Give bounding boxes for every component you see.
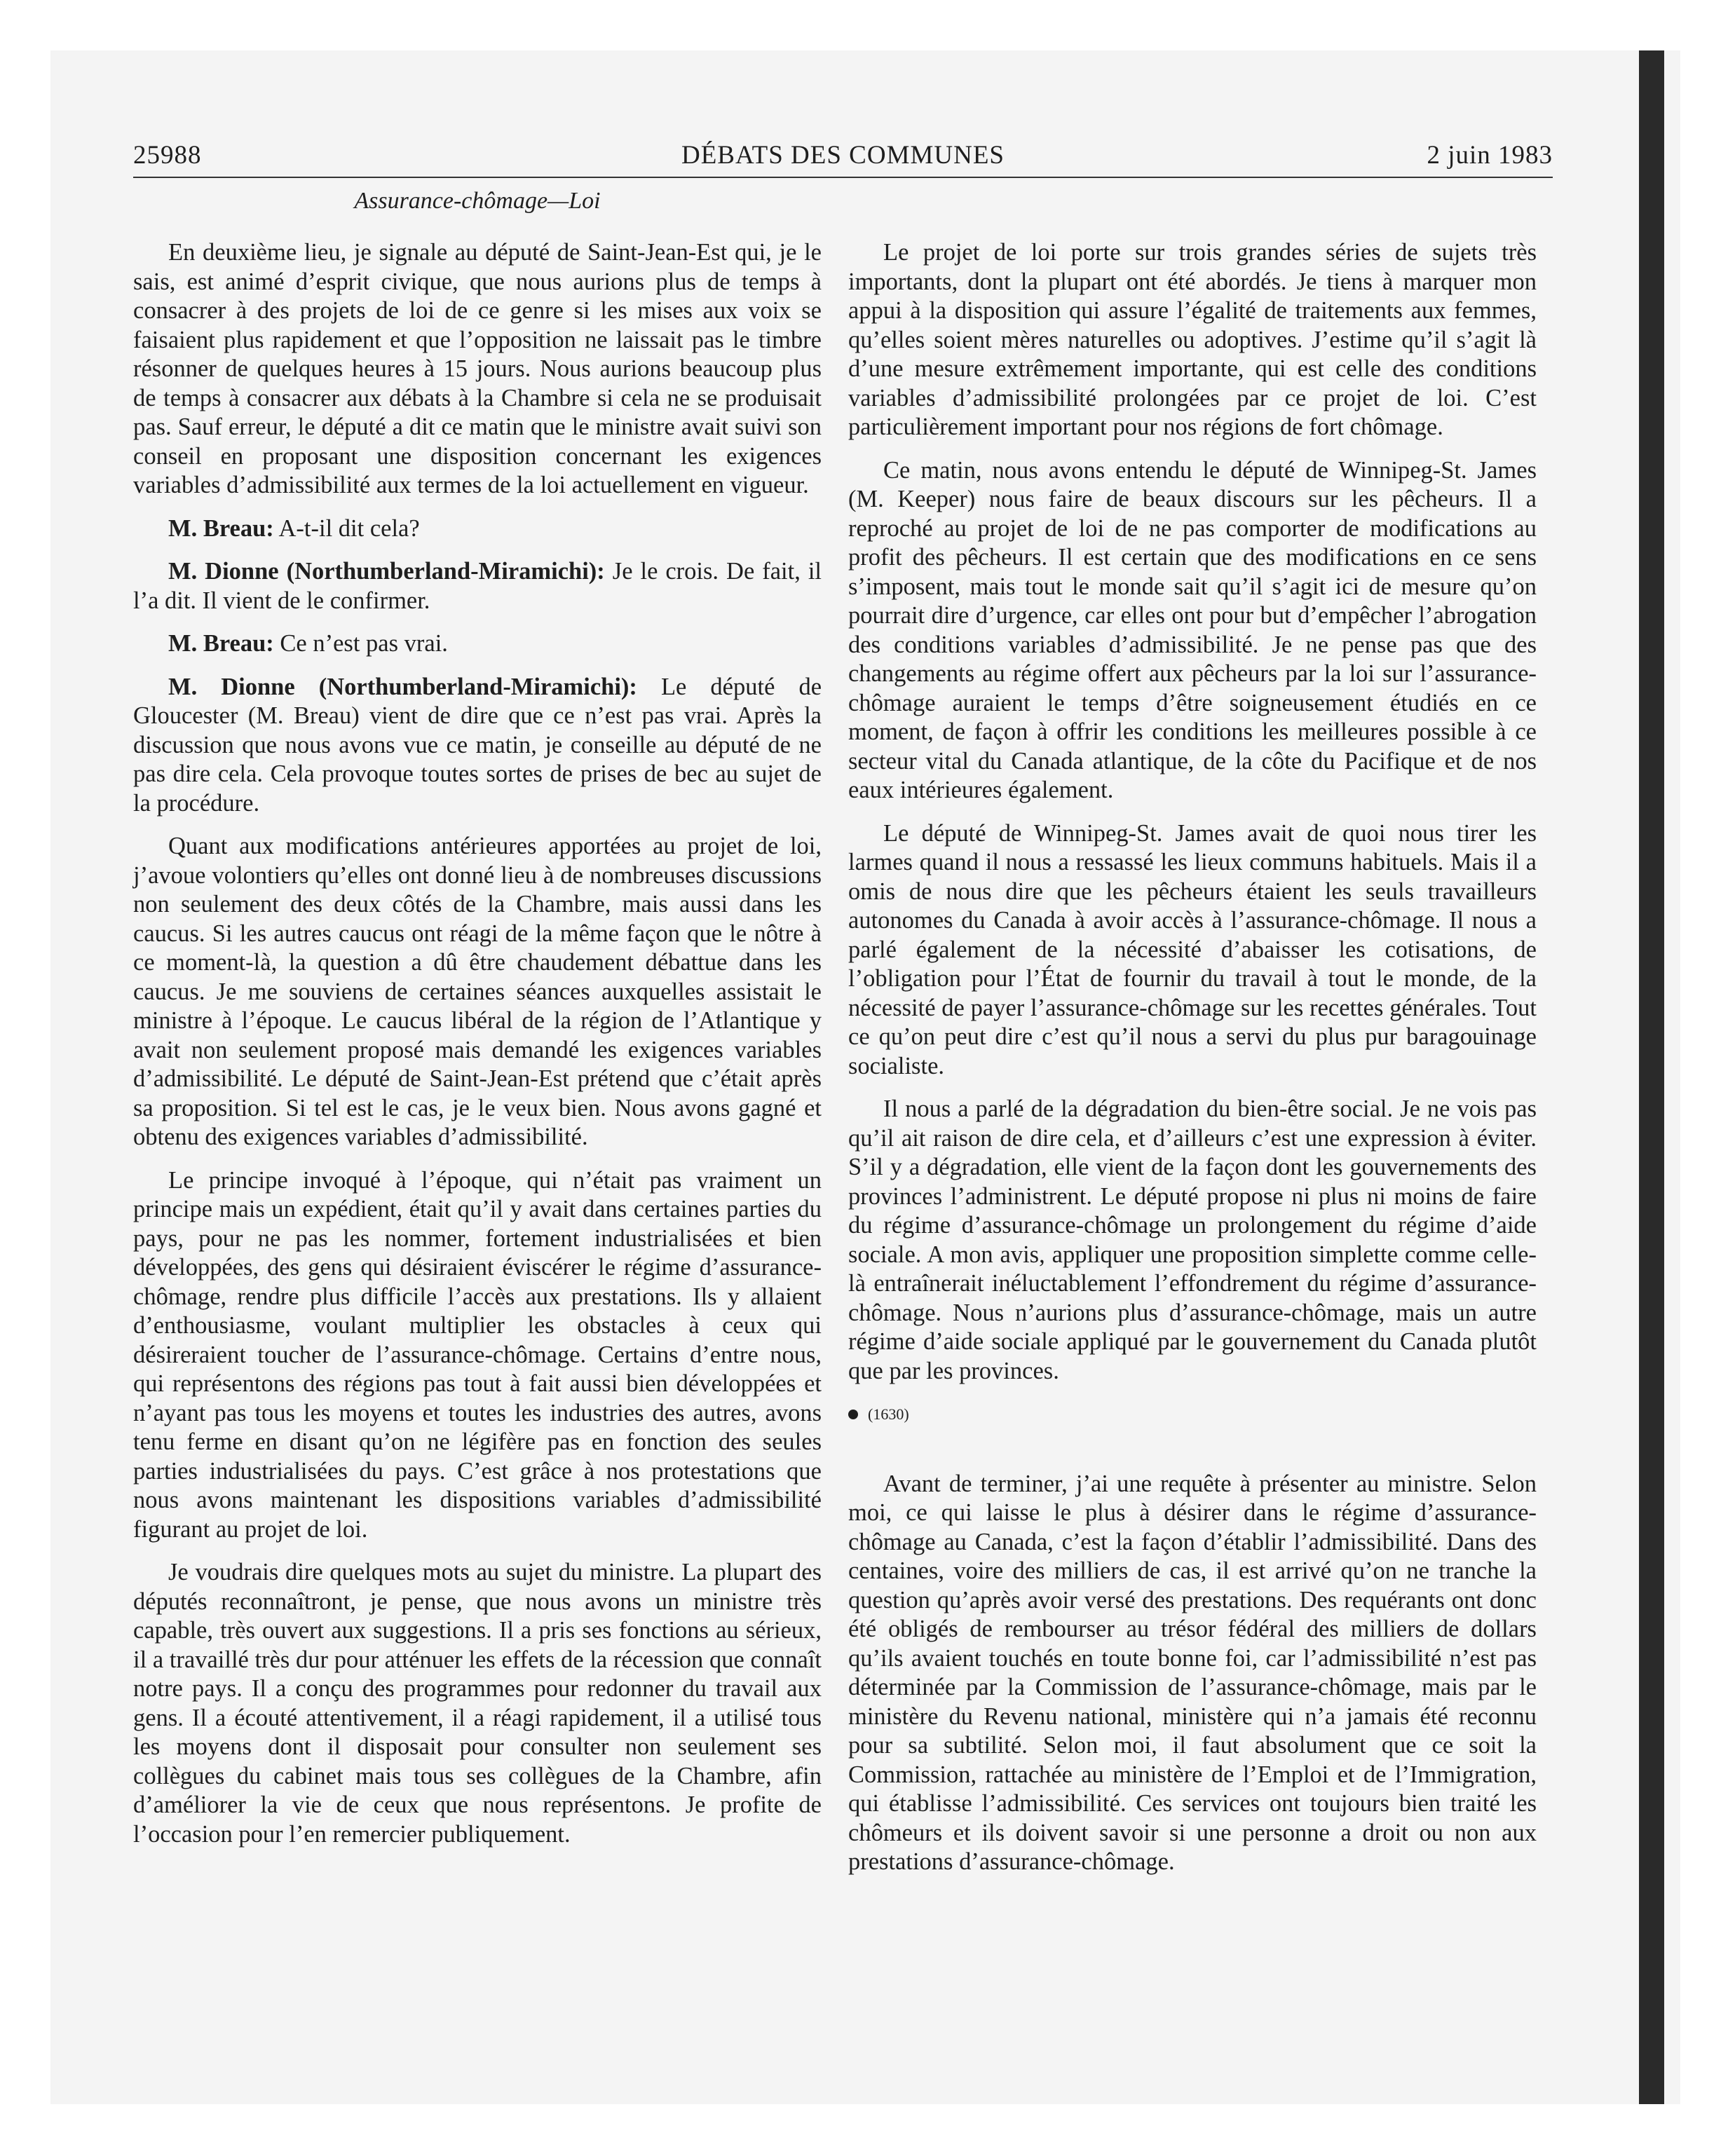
- speaker-name: M. Breau:: [168, 630, 274, 657]
- section-subheading: Assurance-chômage—Loi: [354, 188, 601, 214]
- paragraph-text: Le principe invoqué à l’époque, qui n’était pas vraiment un principe mais un expédient, était qu’il y avait dans certaines parties du pays, pour ne pas les nommer, fortement industrialisées et bien développées, des gens qui désiraient éviscérer le régime d’assurance-chômage, rendre plus difficile l’accès aux prestations. Ils y allaient d’enthousiasme, voulant multiplier les obstacles à ceux qui désireraient toucher de l’assurance-chômage. Certains d’entre nous, qui représentons des régions pas tout à fait aussi bien développées et n’ayant pas tous les moyens et toutes les industries des autres, avons tenu ferme en disant qu’on ne légifère pas en fonction des seules parties industrialisées du pays. C’est grâce à nos protestations que nous avons maintenant les dispositions variables d’admissibilité figurant au projet de loi.: [133, 1166, 822, 1543]
- speaker-name: M. Dionne (Northumberland-Miramichi):: [168, 673, 637, 700]
- paragraph: [848, 1095, 1537, 1386]
- page-number: 25988: [133, 141, 202, 170]
- scan-edge-bar: [1639, 50, 1664, 2104]
- running-title: DÉBATS DES COMMUNES: [681, 141, 1005, 170]
- paragraph: [133, 1558, 822, 1849]
- speech-text: Le député de Gloucester (M. Breau) vient de dire que ce n’est pas vrai. Après la discussion que nous avons vue ce matin, je conseille au député de ne pas dire cela. Cela provoque toutes sortes de prises de bec au sujet de la procédure.: [133, 673, 822, 817]
- paragraph: [848, 819, 1537, 1082]
- bullet-dot-icon: [848, 1410, 858, 1419]
- paragraph: [848, 1470, 1537, 1877]
- paragraph: [133, 832, 822, 1152]
- paragraph: [133, 1166, 822, 1545]
- paragraph-text: Le projet de loi porte sur trois grandes séries de sujets très importants, dont la plupart ont été abordés. Je tiens à marquer mon appui à la disposition qui assure l’égalité de traitements aux femmes, qu’elles soient mères naturelles ou adoptives. J’estime qu’il s’agit là d’une mesure extrêmement importante, qui est celle des conditions variables d’admissibilité prolongées par ce projet de loi. C’est particulièrement important pour nos régions de fort chômage.: [848, 239, 1537, 440]
- paragraph-text: En deuxième lieu, je signale au député de Saint-Jean-Est qui, je le sais, est animé d’esprit civique, que nous aurions plus de temps à consacrer à des projets de loi de ce genre si les mises aux voix se faisaient plus rapidement et que l’opposition ne laissait pas le timbre résonner de quelques heures à 15 jours. Nous aurions beaucoup plus de temps à consacrer aux débats à la Chambre si cela ne se produisait pas. Sauf erreur, le député a dit ce matin que le ministre avait suivi son conseil en proposant une disposition concernant les exigences variables d’admissibilité aux termes de la loi actuellement en vigueur.: [133, 239, 822, 498]
- page-header: [133, 137, 1553, 178]
- right-column: [848, 238, 1537, 1891]
- paragraph: [133, 238, 822, 500]
- speech-paragraph: [133, 557, 822, 615]
- speech-paragraph: [133, 629, 822, 659]
- paragraph-text: Je voudrais dire quelques mots au sujet du ministre. La plupart des députés reconnaîtront, je pense, que nous avons un ministre très capable, très ouvert aux suggestions. Il a pris ses fonctions au sérieux, il a travaillé très dur pour atténuer les effets de la récession que connaît notre pays. Il a conçu des programmes pour redonner du travail aux gens. Il a écouté attentivement, il a réagi rapidement, il a utilisé tous les moyens dont il disposait pour consulter non seulement ses collègues du cabinet mais tous ses collègues de la Chambre, afin d’améliorer la vie de ceux que nous représentons. Je profite de l’occasion pour l’en remercier publiquement.: [133, 1559, 822, 1848]
- paragraph: [848, 238, 1537, 442]
- paragraph-text: Il nous a parlé de la dégradation du bien-être social. Je ne vois pas qu’il ait raison de dire cela, et d’ailleurs c’est une expression à éviter. S’il y a dégradation, elle vient de la façon dont les gouvernements des provinces l’administrent. Le député propose ni plus ni moins de faire du régime d’assurance-chômage un prolongement du régime d’aide sociale. A mon avis, appliquer une proposition simplette comme celle-là entraînerait inéluctablement l’effondrement du régime d’assurance-chômage. Nous n’aurions plus d’assurance-chômage, mais un autre régime d’aide sociale appliqué par le gouvernement du Canada plutôt que par les provinces.: [848, 1096, 1537, 1384]
- time-marker-text: (1630): [868, 1405, 909, 1423]
- paragraph-text: Le député de Winnipeg-St. James avait de quoi nous tirer les larmes quand il nous a ressassé les lieux communs habituels. Mais il a omis de nous dire que les pêcheurs étaient les seuls travailleurs autonomes du Canada à avoir accès à l’assurance-chômage. Il nous a parlé également de la nécessité d’abaisser les cotisations, de l’obligation pour l’État de fournir du travail à tout le monde, de la nécessité de payer l’assurance-chômage sur les recettes générales. Tout ce qu’on peut dire c’est qu’il nous a servi du plus pur baragouinage socialiste.: [848, 819, 1537, 1079]
- paragraph-text: Quant aux modifications antérieures apportées au projet de loi, j’avoue volontiers qu’elles ont donné lieu à de nombreuses discussions non seulement des deux côtés de la Chambre, mais aussi dans les caucus. Si les autres caucus ont réagi de la même façon que le nôtre à ce moment-là, la question a dû être chaudement débattue dans les caucus. Je me souviens de certaines séances auxquelles assistait le ministre à l’époque. Le caucus libéral de la région de l’Atlantique y avait non seulement proposé mais demandé les exigences variables d’admissibilité. Le député de Saint-Jean-Est prétend que c’était après sa proposition. Si tel est le cas, je le veux bien. Nous avons gagné et obtenu des exigences variables d’admissibilité.: [133, 833, 822, 1150]
- paragraph: [848, 456, 1537, 805]
- speaker-name: M. Breau:: [168, 514, 274, 542]
- speech-paragraph: [133, 673, 822, 819]
- speech-text: Je le crois. De fait, il l’a dit. Il vient de le confirmer.: [133, 558, 822, 614]
- left-column: [133, 238, 822, 1863]
- time-marker: [848, 1400, 1537, 1429]
- speaker-name: M. Dionne (Northumberland-Miramichi):: [168, 558, 605, 585]
- speech-paragraph: [133, 514, 822, 544]
- paragraph-text: Ce matin, nous avons entendu le député de Winnipeg-St. James (M. Keeper) nous faire de beaux discours sur les pêcheurs. Il a reproché au projet de loi de ne pas comporter de modifications au profit des pêcheurs. Il est certain que des modifications en ce sens s’imposent, mais tout le monde sait qu’il s’agit ici de mesure qu’on pourrait dire d’urgence, car elles ont pour but d’empêcher l’abrogation des conditions variables d’admissibilité. Je ne pense pas que des changements au régime offert aux pêcheurs par la loi sur l’assurance-chômage auraient le temps d’être soigneusement étudiés en ce moment, de façon à offrir les conditions les meilleures possible à ce secteur vital du Canada atlantique, de la côte du Pacifique et de nos eaux intérieures également.: [848, 456, 1537, 803]
- issue-date: 2 juin 1983: [1427, 141, 1553, 170]
- speech-text: A-t-il dit cela?: [278, 514, 420, 542]
- paragraph-text: Avant de terminer, j’ai une requête à présenter au ministre. Selon moi, ce qui laisse le plus à désirer dans le régime d’assurance-chômage au Canada, c’est la façon d’établir l’admissibilité. Dans des centaines, voire des milliers de cas, il est arrivé qu’on ne tranche la question qu’après avoir versé des prestations. Des requérants ont donc été obligés de rembourser au trésor fédéral des milliers de dollars qu’ils avaient touchés en toute bonne foi, car l’admissibilité n’est pas déterminée par la Commission de l’assurance-chômage, mais par le ministère du Revenu national, ministère qui n’a jamais été reconnu pour sa subtilité. Selon moi, il faut absolument que ce soit la Commission, rattachée au ministère de l’Emploi et de l’Immigration, qui établisse l’admissibilité. Ces services ont toujours bien traité les chômeurs et ils doivent savoir si une personne a droit ou non aux prestations d’assurance-chômage.: [848, 1470, 1537, 1875]
- speech-text: Ce n’est pas vrai.: [280, 630, 448, 657]
